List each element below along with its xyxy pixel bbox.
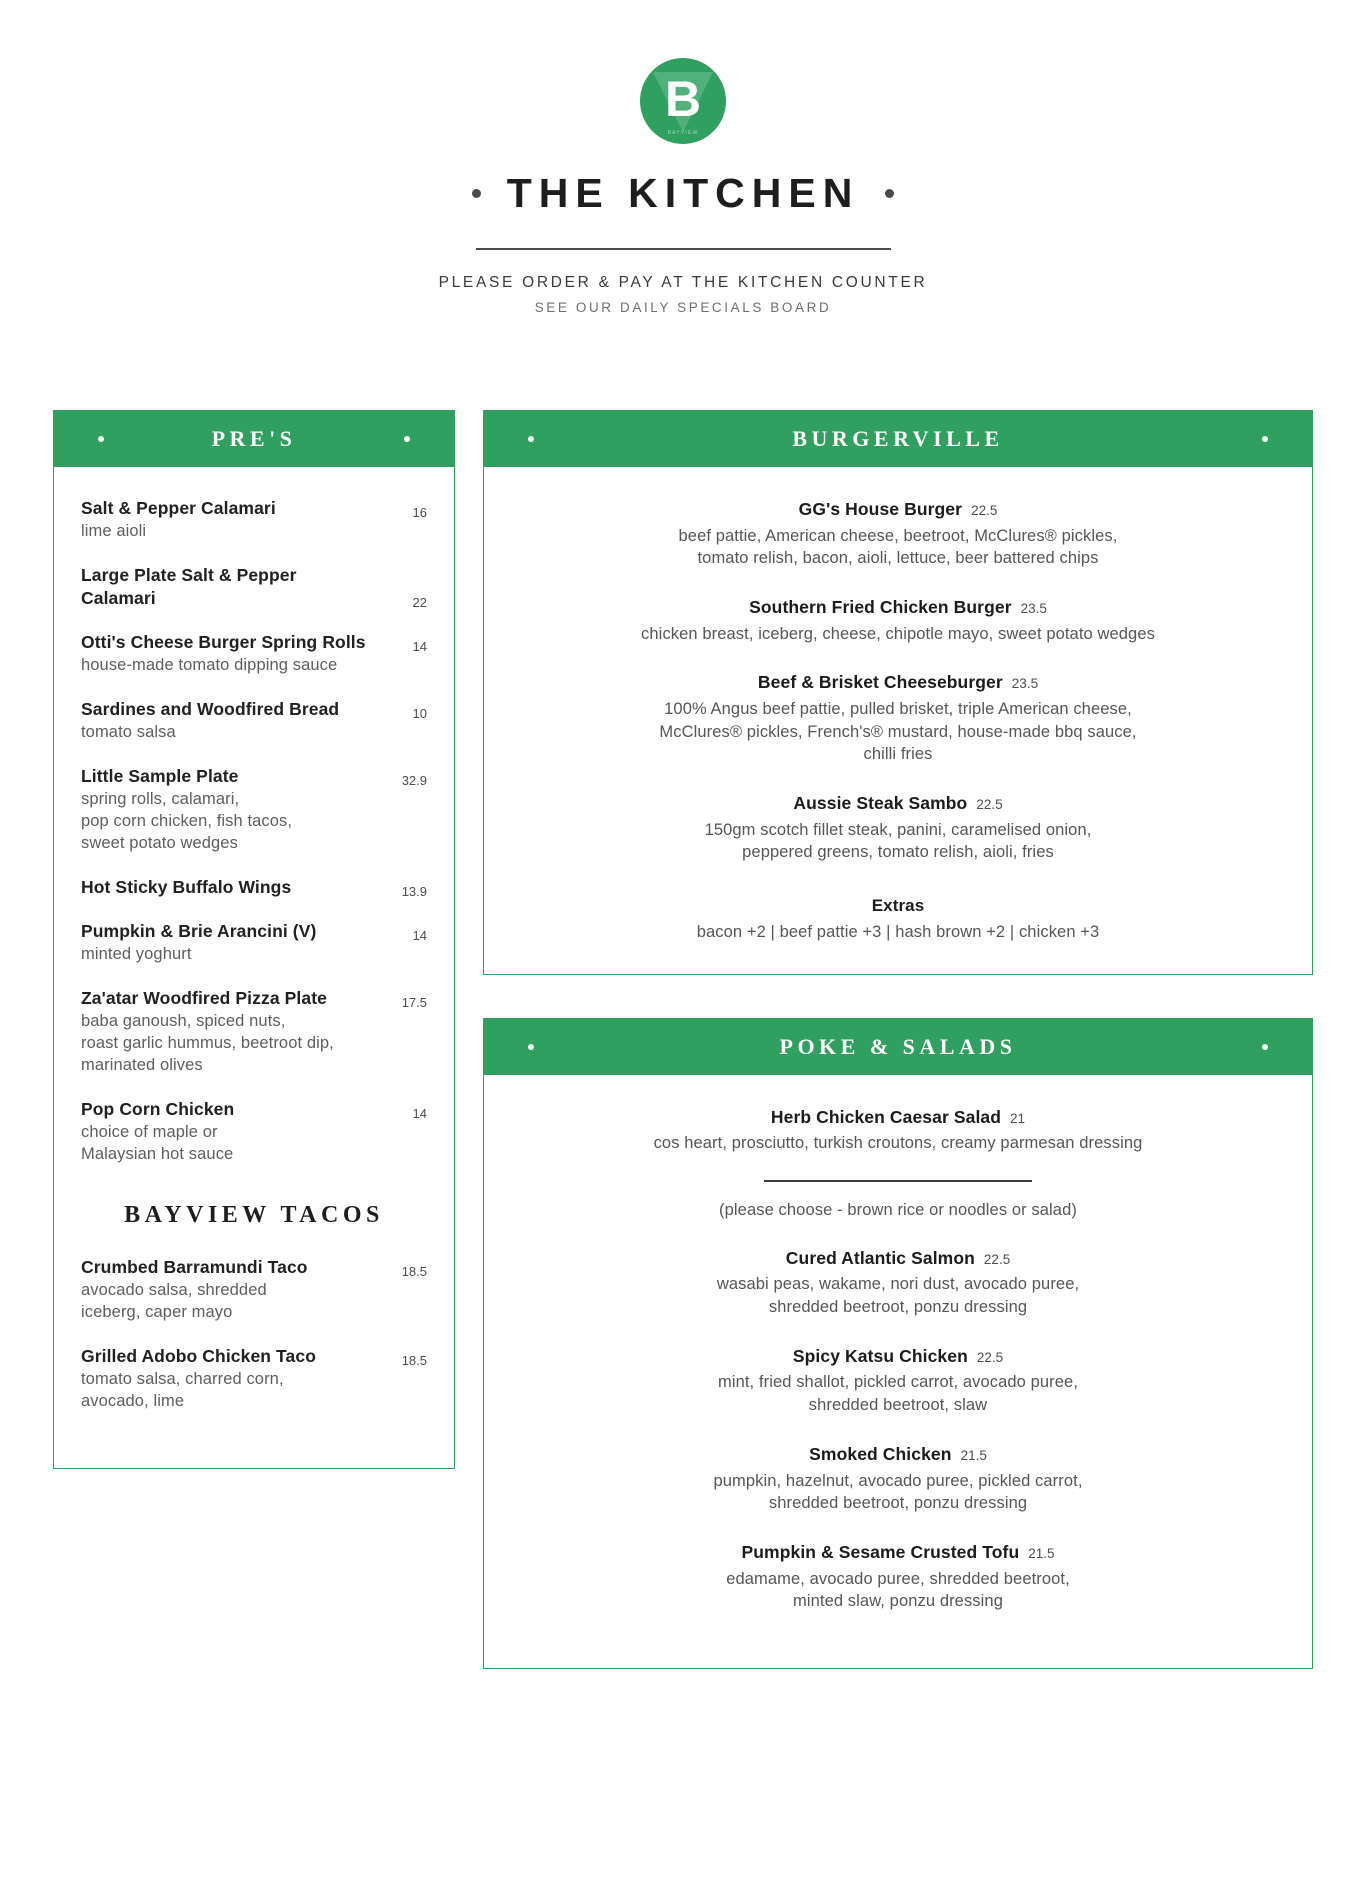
menu-item: [81, 765, 427, 855]
menu-item-name: [510, 1540, 1286, 1565]
item-title: Southern Fried Chicken Burger: [749, 597, 1012, 618]
poke-section-header: [484, 1019, 1312, 1075]
item-price: 18.5: [401, 1264, 427, 1280]
poke-item-list: [510, 1246, 1286, 1613]
menu-item-name: [510, 1442, 1286, 1467]
menu-item: [510, 595, 1286, 645]
poke-divider: [764, 1180, 1032, 1182]
menu-item-name: [510, 1246, 1286, 1271]
item-price: 22.5: [976, 797, 1003, 813]
pres-panel: [53, 410, 455, 1469]
item-description: avocado salsa, shredded iceberg, caper mayo: [81, 1281, 267, 1322]
menu-item: [81, 1345, 427, 1413]
bullet-dot-icon: [885, 189, 894, 198]
item-title: Large Plate Salt & Pepper Calamari: [81, 565, 297, 609]
item-description: 150gm scotch fillet steak, panini, caramelised onion, peppered greens, tomato relish, aioli, fries: [704, 820, 1092, 862]
left-column: [53, 410, 455, 1469]
item-title: Aussie Steak Sambo: [793, 793, 968, 814]
burgerville-title: BURGERVILLE: [792, 426, 1004, 451]
item-price: 23.5: [1020, 601, 1047, 617]
menu-item-name: [510, 595, 1286, 620]
item-price: 22: [412, 595, 427, 611]
menu-item: [510, 1442, 1286, 1515]
item-title: Pumpkin & Sesame Crusted Tofu: [741, 1542, 1020, 1563]
menu-item: [510, 497, 1286, 570]
pres-body: [54, 467, 454, 1468]
bayview-tacos-title: BAYVIEW TACOS: [124, 1202, 384, 1229]
bayview-logo: [640, 58, 726, 144]
bullet-dot-icon: [528, 436, 534, 442]
menu-item: [81, 497, 427, 543]
item-price: 10: [412, 706, 427, 722]
item-price: 22.5: [971, 503, 998, 518]
bullet-dot-icon: [1262, 436, 1268, 442]
menu-item: [81, 564, 427, 610]
pres-title: PRE'S: [211, 426, 297, 451]
menu-item-row: [81, 497, 427, 520]
item-price: 32.9: [401, 773, 427, 789]
item-price: 22.5: [983, 1251, 1011, 1267]
menu-item-row: [81, 765, 427, 788]
item-price: 18.5: [401, 1353, 427, 1369]
item-title: Pumpkin & Brie Arancini (V): [81, 921, 317, 942]
item-price: 16: [412, 505, 427, 521]
menu-columns: [53, 410, 1313, 1669]
item-title: Pop Corn Chicken: [81, 1099, 235, 1120]
menu-item-name: [510, 791, 1286, 816]
item-title: Herb Chicken Caesar Salad: [770, 1106, 1002, 1127]
menu-item-name: [510, 1344, 1286, 1369]
item-description: tomato salsa: [81, 723, 176, 742]
pres-item-list: [81, 497, 427, 1166]
page-title: [0, 170, 1366, 217]
item-description: tomato salsa, charred corn, avocado, lime: [81, 1370, 284, 1411]
item-title: Smoked Chicken: [809, 1444, 952, 1465]
item-title: Beef & Brisket Cheeseburger: [757, 672, 1003, 693]
logo-letter: B: [664, 71, 702, 127]
menu-item-row: [81, 1098, 427, 1121]
burgerville-section-header: [484, 411, 1312, 467]
header-divider: [476, 248, 891, 250]
bullet-dot-icon: [404, 436, 410, 442]
poke-featured-item: [510, 1105, 1286, 1155]
menu-item: [81, 631, 427, 677]
logo-subtext: BAYVIEW: [667, 130, 699, 136]
tacos-item-list: [81, 1256, 427, 1413]
menu-item: [510, 1344, 1286, 1417]
right-column: [483, 410, 1313, 1669]
menu-item: [510, 1246, 1286, 1319]
item-title: Za'atar Woodfired Pizza Plate: [81, 988, 327, 1009]
menu-item-row: [81, 564, 427, 610]
item-price: 22.5: [976, 1349, 1004, 1365]
item-description: edamame, avocado puree, shredded beetroot, minted slaw, ponzu dressing: [726, 1569, 1070, 1611]
poke-salads-panel: [483, 1018, 1313, 1669]
menu-item-row: [81, 1345, 427, 1368]
brand-name: THE KITCHEN: [506, 170, 860, 216]
item-description: chicken breast, iceberg, cheese, chipotle mayo, sweet potato wedges: [641, 624, 1155, 643]
item-description: spring rolls, calamari, pop corn chicken, fish tacos, sweet potato wedges: [81, 790, 293, 853]
item-price: 13.9: [401, 884, 427, 900]
menu-item-row: [81, 1256, 427, 1279]
item-title: Hot Sticky Buffalo Wings: [81, 877, 292, 898]
item-price: 21.5: [960, 1448, 987, 1464]
extras-title: Extras: [871, 896, 925, 916]
item-price: 14: [412, 1106, 427, 1122]
menu-item-row: [81, 920, 427, 943]
menu-item-name: [510, 670, 1286, 695]
menu-item-row: [81, 631, 427, 654]
menu-item: [81, 1256, 427, 1324]
item-title: GG's House Burger: [798, 499, 963, 519]
item-title: Otti's Cheese Burger Spring Rolls: [81, 632, 366, 653]
item-title: Grilled Adobo Chicken Taco: [81, 1346, 316, 1367]
menu-item: [81, 920, 427, 966]
bullet-dot-icon: [1262, 1044, 1268, 1050]
extras-block: [510, 894, 1286, 944]
menu-item: [81, 698, 427, 744]
item-title: Spicy Katsu Chicken: [792, 1345, 968, 1366]
menu-item: [81, 1098, 427, 1166]
item-title: Crumbed Barramundi Taco: [81, 1257, 308, 1278]
item-price: 21.5: [1028, 1546, 1055, 1562]
burgerville-body: [484, 467, 1312, 974]
item-description: beef pattie, American cheese, beetroot, McClures® pickles, tomato relish, bacon, aioli, lettuce, beer battered chips: [678, 526, 1118, 568]
item-title: Cured Atlantic Salmon: [785, 1247, 975, 1268]
item-description: choice of maple or Malaysian hot sauce: [81, 1123, 234, 1164]
item-price: 17.5: [401, 995, 427, 1011]
item-description: lime aioli: [81, 522, 147, 541]
menu-item: [510, 670, 1286, 766]
item-description: cos heart, prosciutto, turkish croutons, creamy parmesan dressing: [653, 1134, 1143, 1153]
item-description: 100% Angus beef pattie, pulled brisket, triple American cheese, McClures® pickles, French's® mustard, house-made bbq sauce, chilli fries: [659, 699, 1137, 764]
menu-item-name: [510, 1105, 1286, 1130]
item-price: 23.5: [1011, 676, 1039, 692]
item-title: Salt & Pepper Calamari: [81, 498, 276, 518]
menu-header: [0, 0, 1366, 315]
item-description: minted yoghurt: [81, 945, 192, 964]
item-title: Sardines and Woodfired Bread: [81, 699, 340, 720]
burgerville-panel: [483, 410, 1313, 975]
item-price: 14: [412, 639, 427, 655]
item-description: house-made tomato dipping sauce: [81, 656, 338, 675]
menu-item-row: [81, 987, 427, 1010]
item-description: baba ganoush, spiced nuts, roast garlic hummus, beetroot dip, marinated olives: [81, 1012, 334, 1075]
menu-item: [81, 987, 427, 1077]
bullet-dot-icon: [472, 189, 481, 198]
menu-item-name: [510, 497, 1286, 522]
item-description: pumpkin, hazelnut, avocado puree, pickled carrot, shredded beetroot, ponzu dressing: [713, 1471, 1083, 1513]
poke-body: [484, 1075, 1312, 1668]
poke-choose-note: (please choose - brown rice or noodles or salad): [719, 1200, 1077, 1219]
menu-item-row: [81, 698, 427, 721]
menu-item: [510, 791, 1286, 864]
bullet-dot-icon: [98, 436, 104, 442]
extras-description: bacon +2 | beef pattie +3 | hash brown +2 | chicken +3: [696, 922, 1100, 941]
pres-section-header: [54, 411, 454, 467]
menu-item: [510, 1540, 1286, 1613]
item-price: 14: [412, 928, 427, 944]
menu-item: [81, 876, 427, 899]
item-price: 21: [1010, 1110, 1026, 1126]
item-title: Little Sample Plate: [81, 766, 239, 787]
specials-note: SEE OUR DAILY SPECIALS BOARD: [534, 300, 832, 315]
bullet-dot-icon: [528, 1044, 534, 1050]
burger-item-list: [510, 497, 1286, 864]
poke-title: POKE & SALADS: [779, 1033, 1017, 1059]
order-instruction: PLEASE ORDER & PAY AT THE KITCHEN COUNTER: [438, 274, 928, 291]
item-description: mint, fried shallot, pickled carrot, avocado puree, shredded beetroot, slaw: [717, 1373, 1079, 1415]
item-description: wasabi peas, wakame, nori dust, avocado puree, shredded beetroot, ponzu dressing: [716, 1275, 1080, 1317]
menu-item-row: [81, 876, 427, 899]
